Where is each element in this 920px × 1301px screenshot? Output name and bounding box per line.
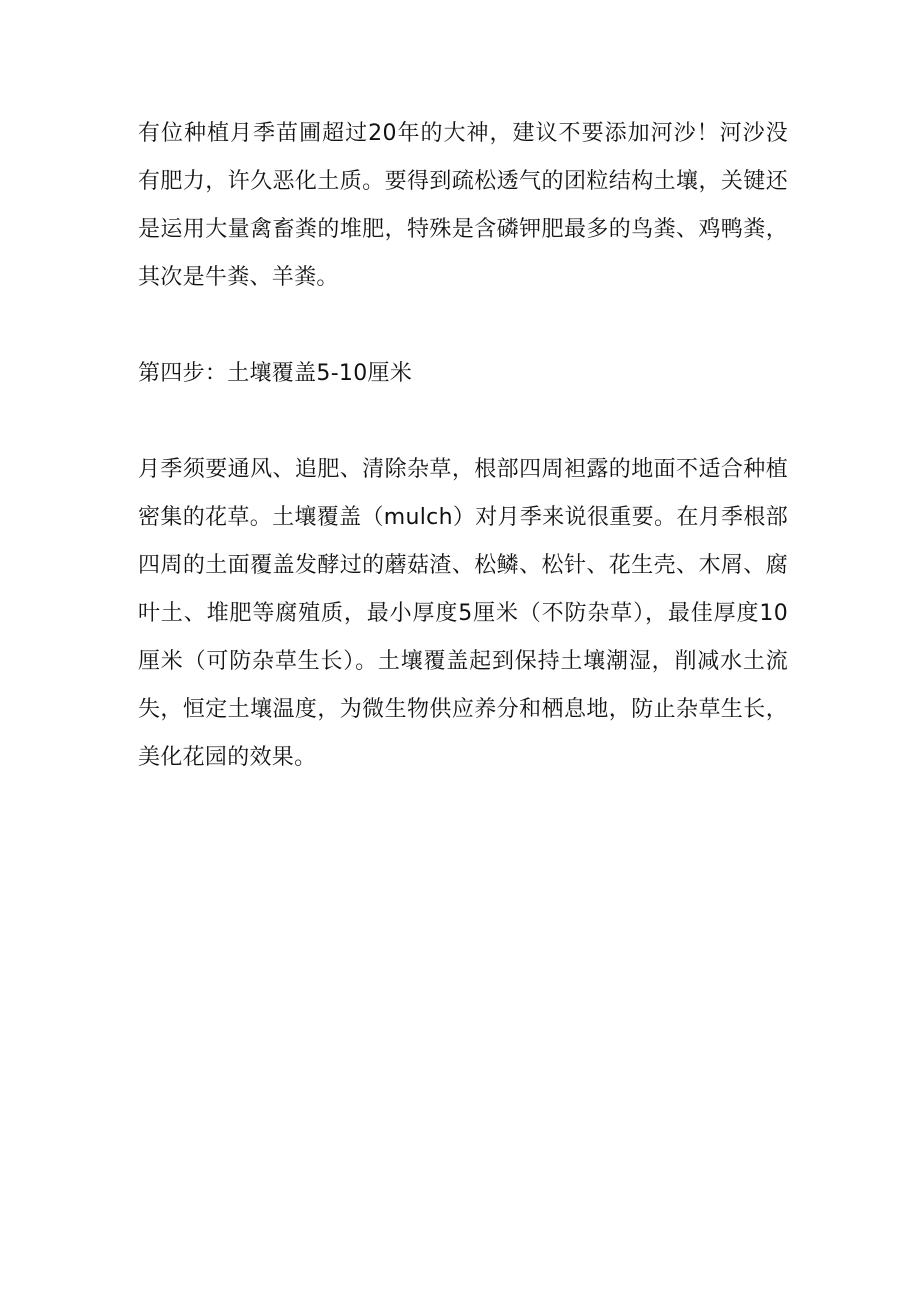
document-body	[138, 110, 788, 782]
paragraph-mulch: 月季须要通风、追肥、清除杂草，根部四周袒露的地面不适合种植密集的花草。土壤覆盖（mulch）对月季来说很重要。在月季根部四周的土面覆盖发酵过的蘑菇渣、松鳞、松针、花生壳、木屑、腐叶土、堆肥等腐殖质，最小厚度5厘米（不防杂草），最佳厚度10厘米（可防杂草生长）。土壤覆盖起到保持土壤潮湿，削减水土流失，恒定土壤温度，为微生物供应养分和栖息地，防止杂草生长，美化花园的效果。	[138, 457, 788, 770]
step-heading: 第四步：土壤覆盖5-10厘米	[138, 361, 413, 386]
paragraph-soil-advice: 有位种植月季苗圃超过20年的大神，建议不要添加河沙！河沙没有肥力，许久恶化土质。要得到疏松透气的团粒结构土壤，关键还是运用大量禽畜粪的堆肥，特殊是含磷钾肥最多的鸟粪、鸡鸭粪，其次是牛粪、羊粪。	[138, 121, 788, 290]
